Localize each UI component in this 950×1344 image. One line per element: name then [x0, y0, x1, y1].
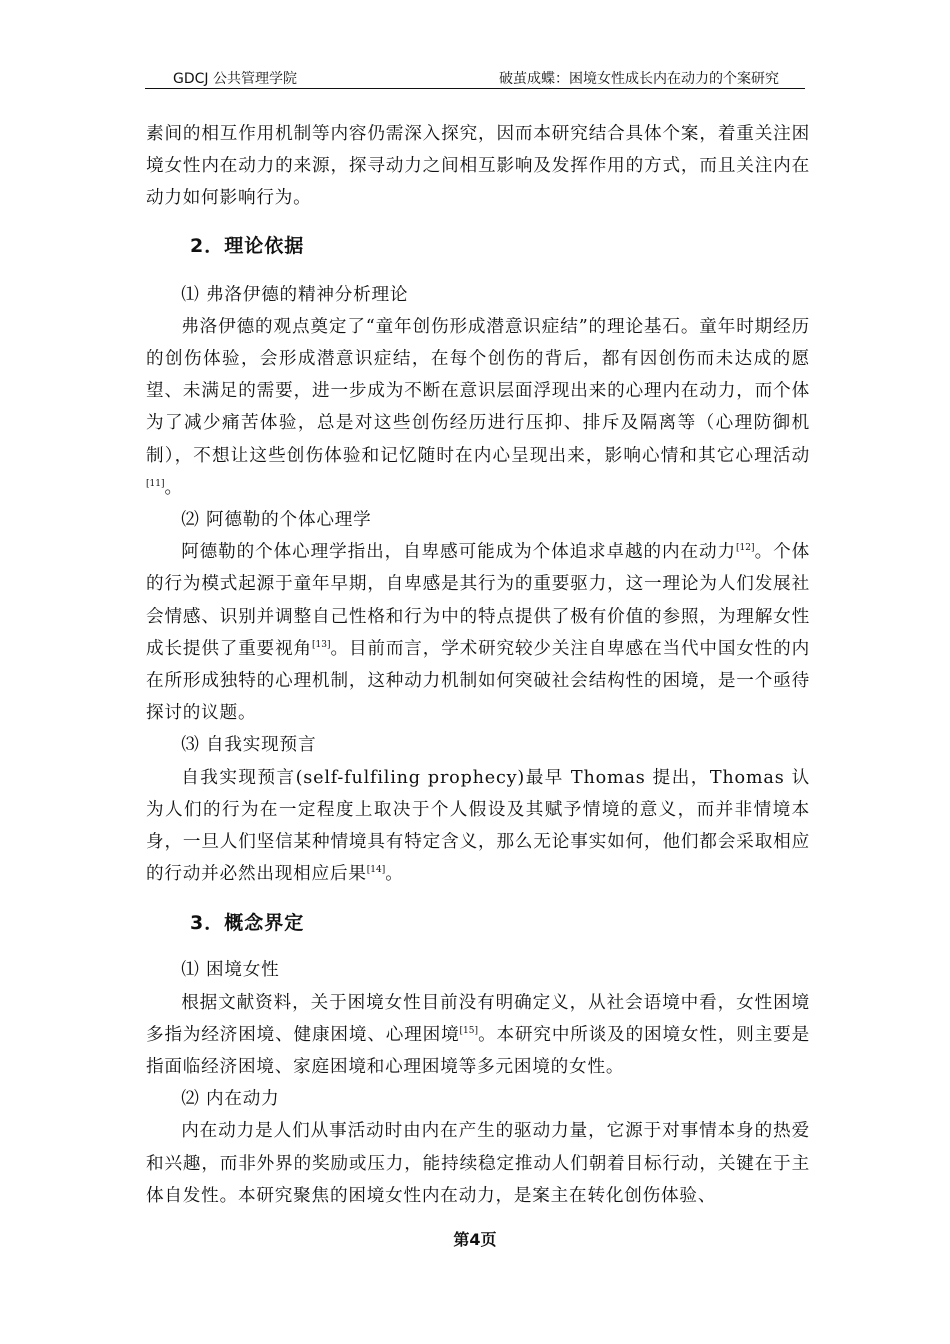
header-paper-title: 破茧成蝶：困境女性成长内在动力的个案研究 — [499, 71, 779, 87]
paragraph-freud: 弗洛伊德的观点奠定了“童年创伤形成潜意识症结”的理论基石。童年时期经历的创伤体验，会形成潜意识症结，在每个创伤的背后，都有因创伤而未达成的愿望、未满足的需要，进一步成为不断在意识层面浮现出来的心理内在动力，而个体为了减少痛苦体验，总是对这些创伤经历进行压抑、排斥及隔离等（心理防御机制），不想让这些创伤体验和记忆随时在内心呈现出来，影响心情和其它心理活动[11]。 — [146, 316, 810, 498]
subheading-intrinsic-motivation: ⑵ 内在动力 — [181, 1089, 280, 1110]
paragraph-women-in-difficulty: 根据文献资料，关于困境女性目前没有明确定义，从社会语境中看，女性困境多指为经济困境、健康困境、心理困境[15]。本研究中所谈及的困境女性，则主要是指面临经济困境、家庭困境和心理困境等多元困境的女性。 — [146, 992, 810, 1078]
subheading-women-in-difficulty: ⑴ 困境女性 — [181, 960, 280, 981]
page-number: 第4页 — [453, 1230, 497, 1249]
citation-11: [11] — [146, 478, 165, 489]
page-header — [145, 68, 805, 89]
section-heading-concepts: 3．概念界定 — [190, 912, 305, 935]
subheading-freud: ⑴ 弗洛伊德的精神分析理论 — [181, 284, 409, 305]
intro-paragraph: 素间的相互作用机制等内容仍需深入探究，因而本研究结合具体个案，着重关注困境女性内在动力的来源，探寻动力之间相互影响及发挥作用的方式，而且关注内在动力如何影响行为。 — [146, 124, 810, 209]
section-heading-theory: 2．理论依据 — [190, 234, 305, 257]
paragraph-intrinsic-motivation: 内在动力是人们从事活动时由内在产生的驱动力量，它源于对事情本身的热爱和兴趣，而非外界的奖励或压力，能持续稳定推动人们朝着目标行动，关键在于主体自发性。本研究聚焦的困境女性内在动力，是案主在转化创伤体验、 — [146, 1121, 810, 1206]
page-body — [146, 118, 810, 1212]
paragraph-self-fulfilling: 自我实现预言(self-fulfiling prophecy)最早 Thomas 提出，Thomas 认为人们的行为在一定程度上取决于个人假设及其赋予情境的意义，而并非情境本身，一旦人们坚信某种情境具有特定含义，那么无论事实如何，他们都会采取相应的行动并必然出现相应后果[14]。 — [146, 767, 810, 885]
subheading-self-fulfilling: ⑶ 自我实现预言 — [181, 735, 317, 756]
citation-12: [12] — [736, 543, 755, 554]
citation-14: [14] — [366, 865, 386, 876]
subheading-adler: ⑵ 阿德勒的个体心理学 — [181, 510, 372, 531]
citation-13: [13] — [312, 639, 331, 650]
header-institution: GDCJ 公共管理学院 — [173, 71, 297, 87]
citation-15: [15] — [459, 1026, 479, 1037]
paragraph-adler: 阿德勒的个体心理学指出，自卑感可能成为个体追求卓越的内在动力[12]。个体的行为模式起源于童年早期，自卑感是其行为的重要驱力，这一理论为人们发展社会情感、识别并调整自己性格和行为中的特点提供了极有价值的参照，为理解女性成长提供了重要视角[13]。目前而言，学术研究较少关注自卑感在当代中国女性的内在所形成独特的心理机制，这种动力机制如何突破社会结构性的困境，是一个亟待探讨的议题。 — [146, 542, 811, 724]
